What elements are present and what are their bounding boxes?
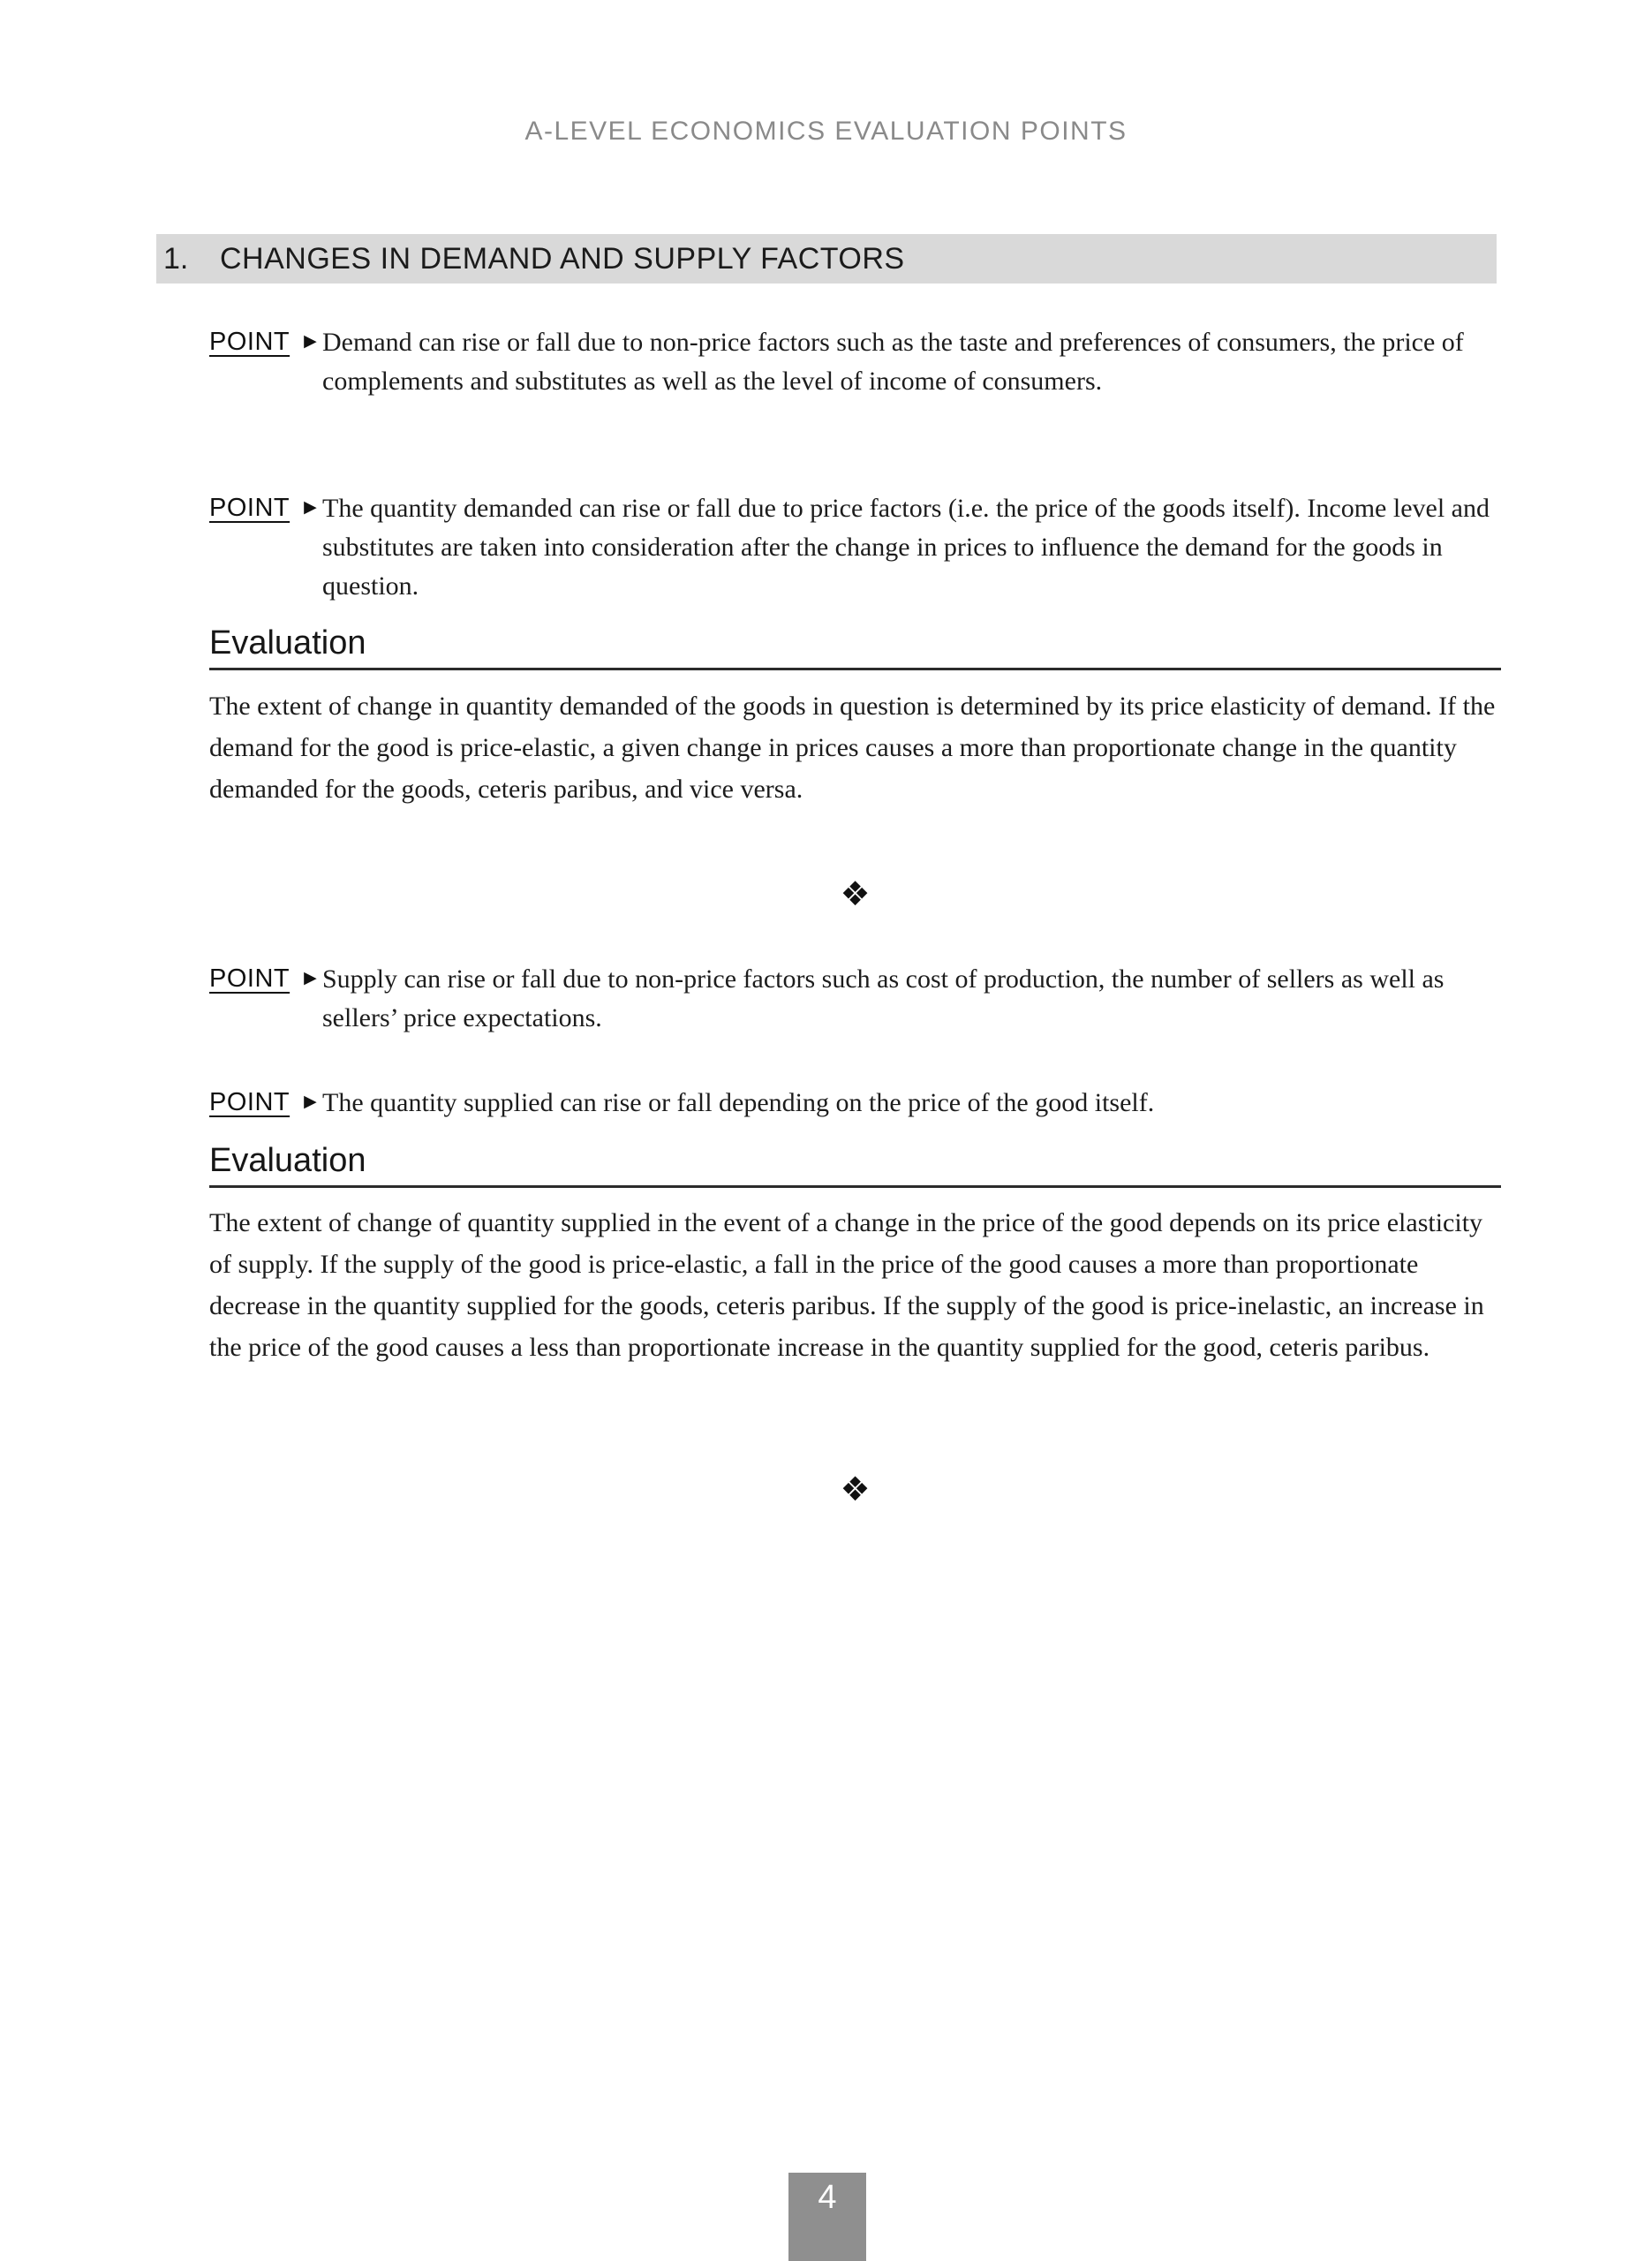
point-arrow-icon: ▶ [304,498,317,517]
point-item [209,960,1501,1038]
section-number: 1. [163,241,189,276]
point-label-row [209,491,317,525]
evaluation-heading: Evaluation [209,1141,1501,1188]
point-text: The quantity demanded can rise or fall due to price factors (i.e. the price of the goods itself). Income level and substitutes are taken into consideration after the change in prices to influence the demand for the goods in question. [322,494,1490,601]
section-divider-ornament-icon: ❖ [840,874,871,913]
point-text: The quantity supplied can rise or fall depending on the price of the good itself. [322,1088,1155,1117]
point-item [209,1084,1501,1123]
evaluation-heading: Evaluation [209,624,1501,670]
section-header-bar [156,234,1497,284]
point-arrow-icon: ▶ [304,332,317,351]
running-header: A-LEVEL ECONOMICS EVALUATION POINTS [524,117,1128,146]
point-label-row [209,325,317,359]
point-label-row [209,1085,317,1119]
point-label-row [209,962,317,995]
page-number: 4 [818,2179,837,2216]
evaluation-paragraph: The extent of change of quantity supplied in the event of a change in the price of the good depends on its price elasticity of supply. If the supply of the good is price-elastic, a fall in the price of the good causes a more than proportionate decrease in the quantity supplied for the goods, ceteris paribus. If the supply of the good is price-inelastic, an increase in the price of the good causes a less than proportionate increase in the quantity supplied for the good, ceteris paribus. [209,1208,1484,1362]
point-item [209,489,1501,606]
section-divider-ornament-icon: ❖ [840,1470,871,1509]
point-arrow-icon: ▶ [304,969,317,987]
point-text: Supply can rise or fall due to non-price factors such as cost of production, the number of sellers as well as sellers’ price expectations. [322,964,1445,1032]
point-label: POINT [209,328,290,356]
evaluation-paragraph: The extent of change in quantity demanded of the goods in question is determined by its price elasticity of demand. If the demand for the good is price-elastic, a given change in prices causes a more than proportionate change in the quantity demanded for the goods, ceteris paribus, and vice versa. [209,692,1496,804]
page-number-box [788,2173,866,2261]
point-label: POINT [209,964,290,993]
point-text: Demand can rise or fall due to non-price factors such as the taste and preferences of consumers, the price of complements and substitutes as well as the level of income of consumers. [322,328,1464,396]
point-item [209,323,1501,401]
point-label: POINT [209,494,290,522]
point-arrow-icon: ▶ [304,1093,317,1111]
section-title: CHANGES IN DEMAND AND SUPPLY FACTORS [220,241,905,276]
point-label: POINT [209,1088,290,1116]
